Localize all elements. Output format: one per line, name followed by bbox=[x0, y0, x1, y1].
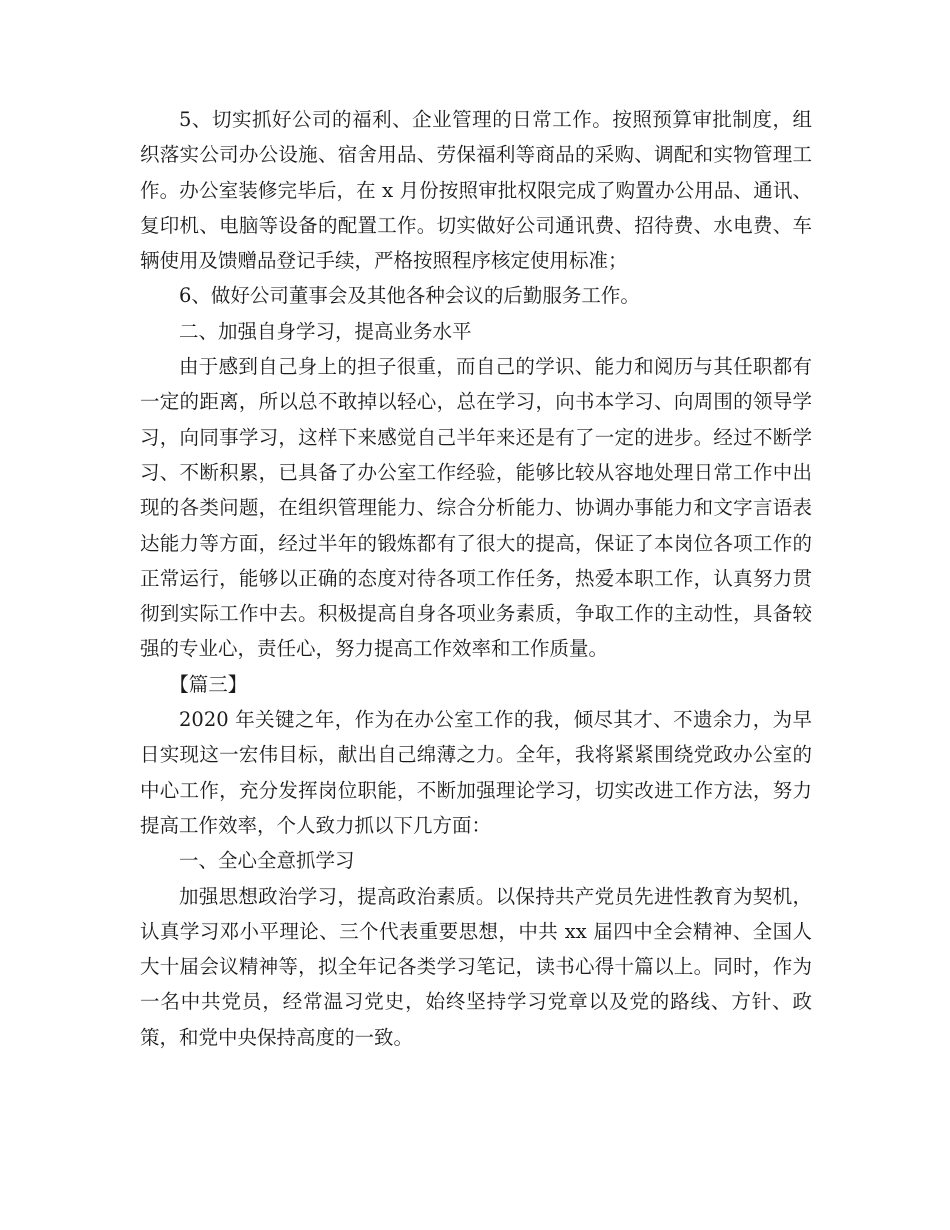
heading-study: 一、全心全意抓学习 bbox=[179, 849, 355, 873]
section-title-part-three: 【篇三】 bbox=[169, 672, 248, 696]
document-body bbox=[140, 102, 812, 1055]
paragraph-year-goals: 2020 年关键之年，作为在办公室工作的我，倾尽其才、不遗余力，为早日实现这一宏伟目标，献出自己绵薄之力。全年，我将紧紧围绕党政办公室的中心工作，充分发挥岗位职能，不断加强理论学习，切实改进工作方法，努力提高工作效率，个人致力抓以下几方面： bbox=[140, 708, 812, 837]
paragraph-political-study: 加强思想政治学习，提高政治素质。以保持共产党员先进性教育为契机，认真学习邓小平理论、三个代表重要思想，中共 xx 届四中全会精神、全国人大十届会议精神等，拟全年记各类学习笔记，读书心得十篇以上。同时，作为一名中共党员，经常温习党史，始终坚持学习党章以及党的路线、方针、政策，和党中央保持高度的一致。 bbox=[140, 884, 812, 1049]
paragraph-welfare-management: 5、切实抓好公司的福利、企业管理的日常工作。按照预算审批制度，组织落实公司办公设施、宿舍用品、劳保福利等商品的采购、调配和实物管理工作。办公室装修完毕后，在 x 月份按照审批权限完成了购置办公用品、通讯、复印机、电脑等设备的配置工作。切实做好公司通讯费、招待费、水电费、车辆使用及馈赠品登记手续，严格按照程序核定使用标准； bbox=[140, 108, 812, 273]
paragraph-board-meeting-service: 6、做好公司董事会及其他各种会议的后勤服务工作。 bbox=[179, 284, 640, 308]
paragraph-self-study: 由于感到自己身上的担子很重，而自己的学识、能力和阅历与其任职都有一定的距离，所以总不敢掉以轻心，总在学习，向书本学习、向周围的领导学习，向同事学习，这样下来感觉自己半年来还是有了一定的进步。经过不断学习、不断积累，已具备了办公室工作经验，能够比较从容地处理日常工作中出现的各类问题，在组织管理能力、综合分析能力、协调办事能力和文字言语表达能力等方面，经过半年的锻炼都有了很大的提高，保证了本岗位各项工作的正常运行，能够以正确的态度对待各项工作任务，热爱本职工作，认真努力贯彻到实际工作中去。积极提高自身各项业务素质，争取工作的主动性，具备较强的专业心，责任心，努力提高工作效率和工作质量。 bbox=[140, 355, 812, 661]
heading-self-study: 二、加强自身学习，提高业务水平 bbox=[179, 319, 472, 343]
